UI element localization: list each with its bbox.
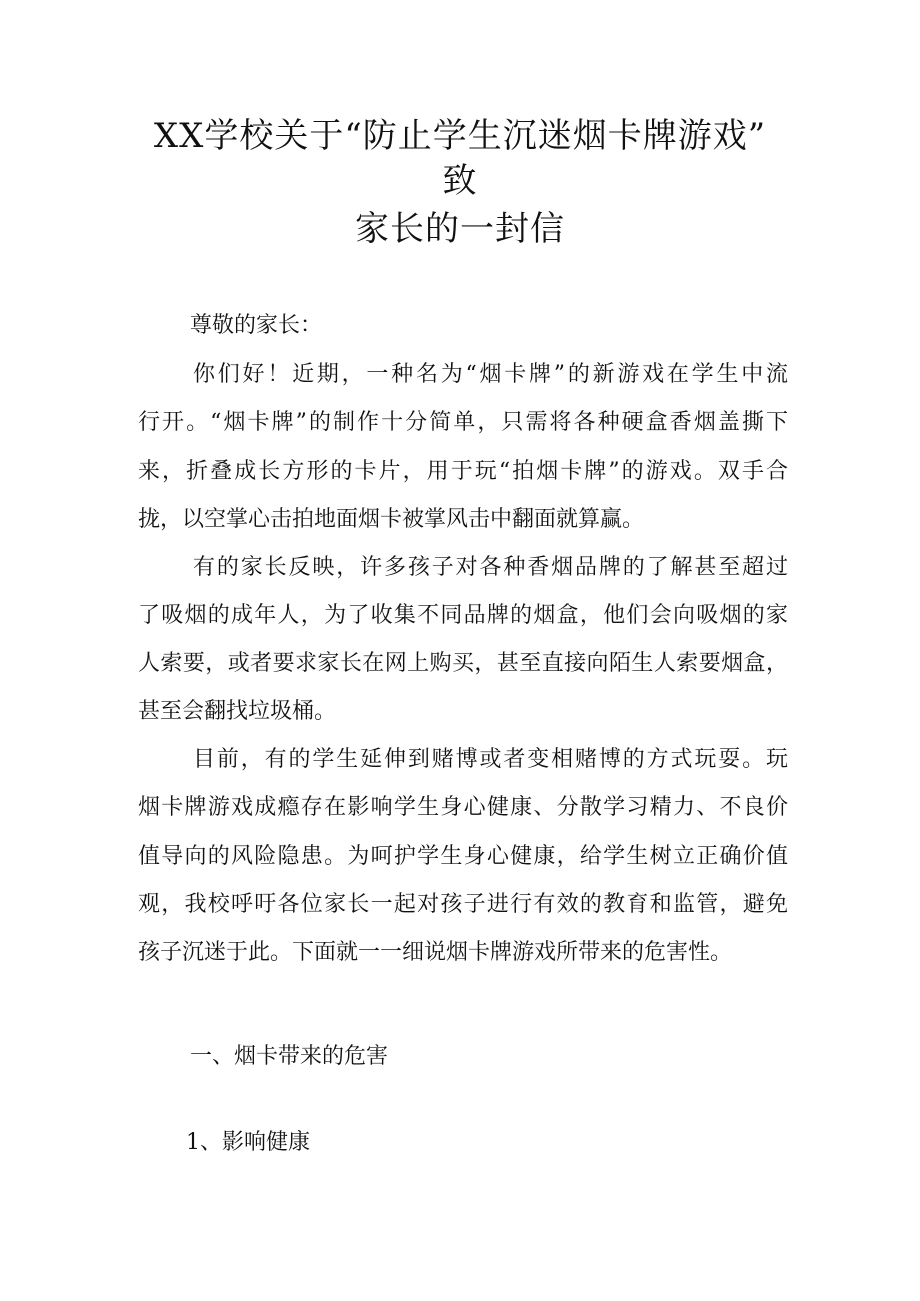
document-title-line-1: XX学校关于“防止学生沉迷烟卡牌游戏”: [153, 116, 767, 156]
paragraph-3-line-3: 值导向的风险隐患。为呵护学生身心健康，给学生树立正确价值: [138, 844, 788, 869]
paragraph-2-line-1: 有的家长反映，许多孩子对各种香烟品牌的了解甚至超过: [193, 555, 788, 580]
paragraph-2-line-2: 了吸烟的成年人，为了收集不同品牌的烟盒，他们会向吸烟的家: [138, 603, 788, 628]
paragraph-1-line-3: 来，折叠成长方形的卡片，用于玩“拍烟卡牌”的游戏。双手合: [138, 459, 788, 484]
subsection-heading: 1、影响健康: [186, 1130, 310, 1155]
paragraph-3-line-2: 烟卡牌游戏成瘾存在影响学生身心健康、分散学习精力、不良价: [138, 795, 788, 820]
paragraph-2-line-4: 甚至会翻找垃圾桶。: [138, 699, 337, 724]
paragraph-2-line-3: 人索要，或者要求家长在网上购买，甚至直接向陌生人索要烟盒，: [138, 651, 788, 676]
section-heading: 一、烟卡带来的危害: [190, 1044, 389, 1069]
paragraph-3-line-1: 目前，有的学生延伸到赌博或者变相赌博的方式玩耍。玩: [193, 747, 788, 772]
document-title-line-2: 致: [442, 161, 478, 201]
paragraph-1-line-4: 拢，以空掌心击拍地面烟卡被掌风击中翻面就算赢。: [138, 507, 645, 532]
greeting: 尊敬的家长：: [190, 313, 323, 338]
paragraph-3-line-5: 孩子沉迷于此。下面就一一细说烟卡牌游戏所带来的危害性。: [138, 940, 733, 965]
document-title-line-3: 家长的一封信: [355, 209, 565, 249]
paragraph-1-line-1: 你们好！近期，一种名为“烟卡牌”的新游戏在学生中流: [193, 362, 788, 387]
paragraph-3-line-4: 观，我校呼吁各位家长一起对孩子进行有效的教育和监管，避免: [138, 892, 788, 917]
paragraph-1-line-2: 行开。“烟卡牌”的制作十分简单，只需将各种硬盒香烟盖撕下: [138, 410, 788, 435]
